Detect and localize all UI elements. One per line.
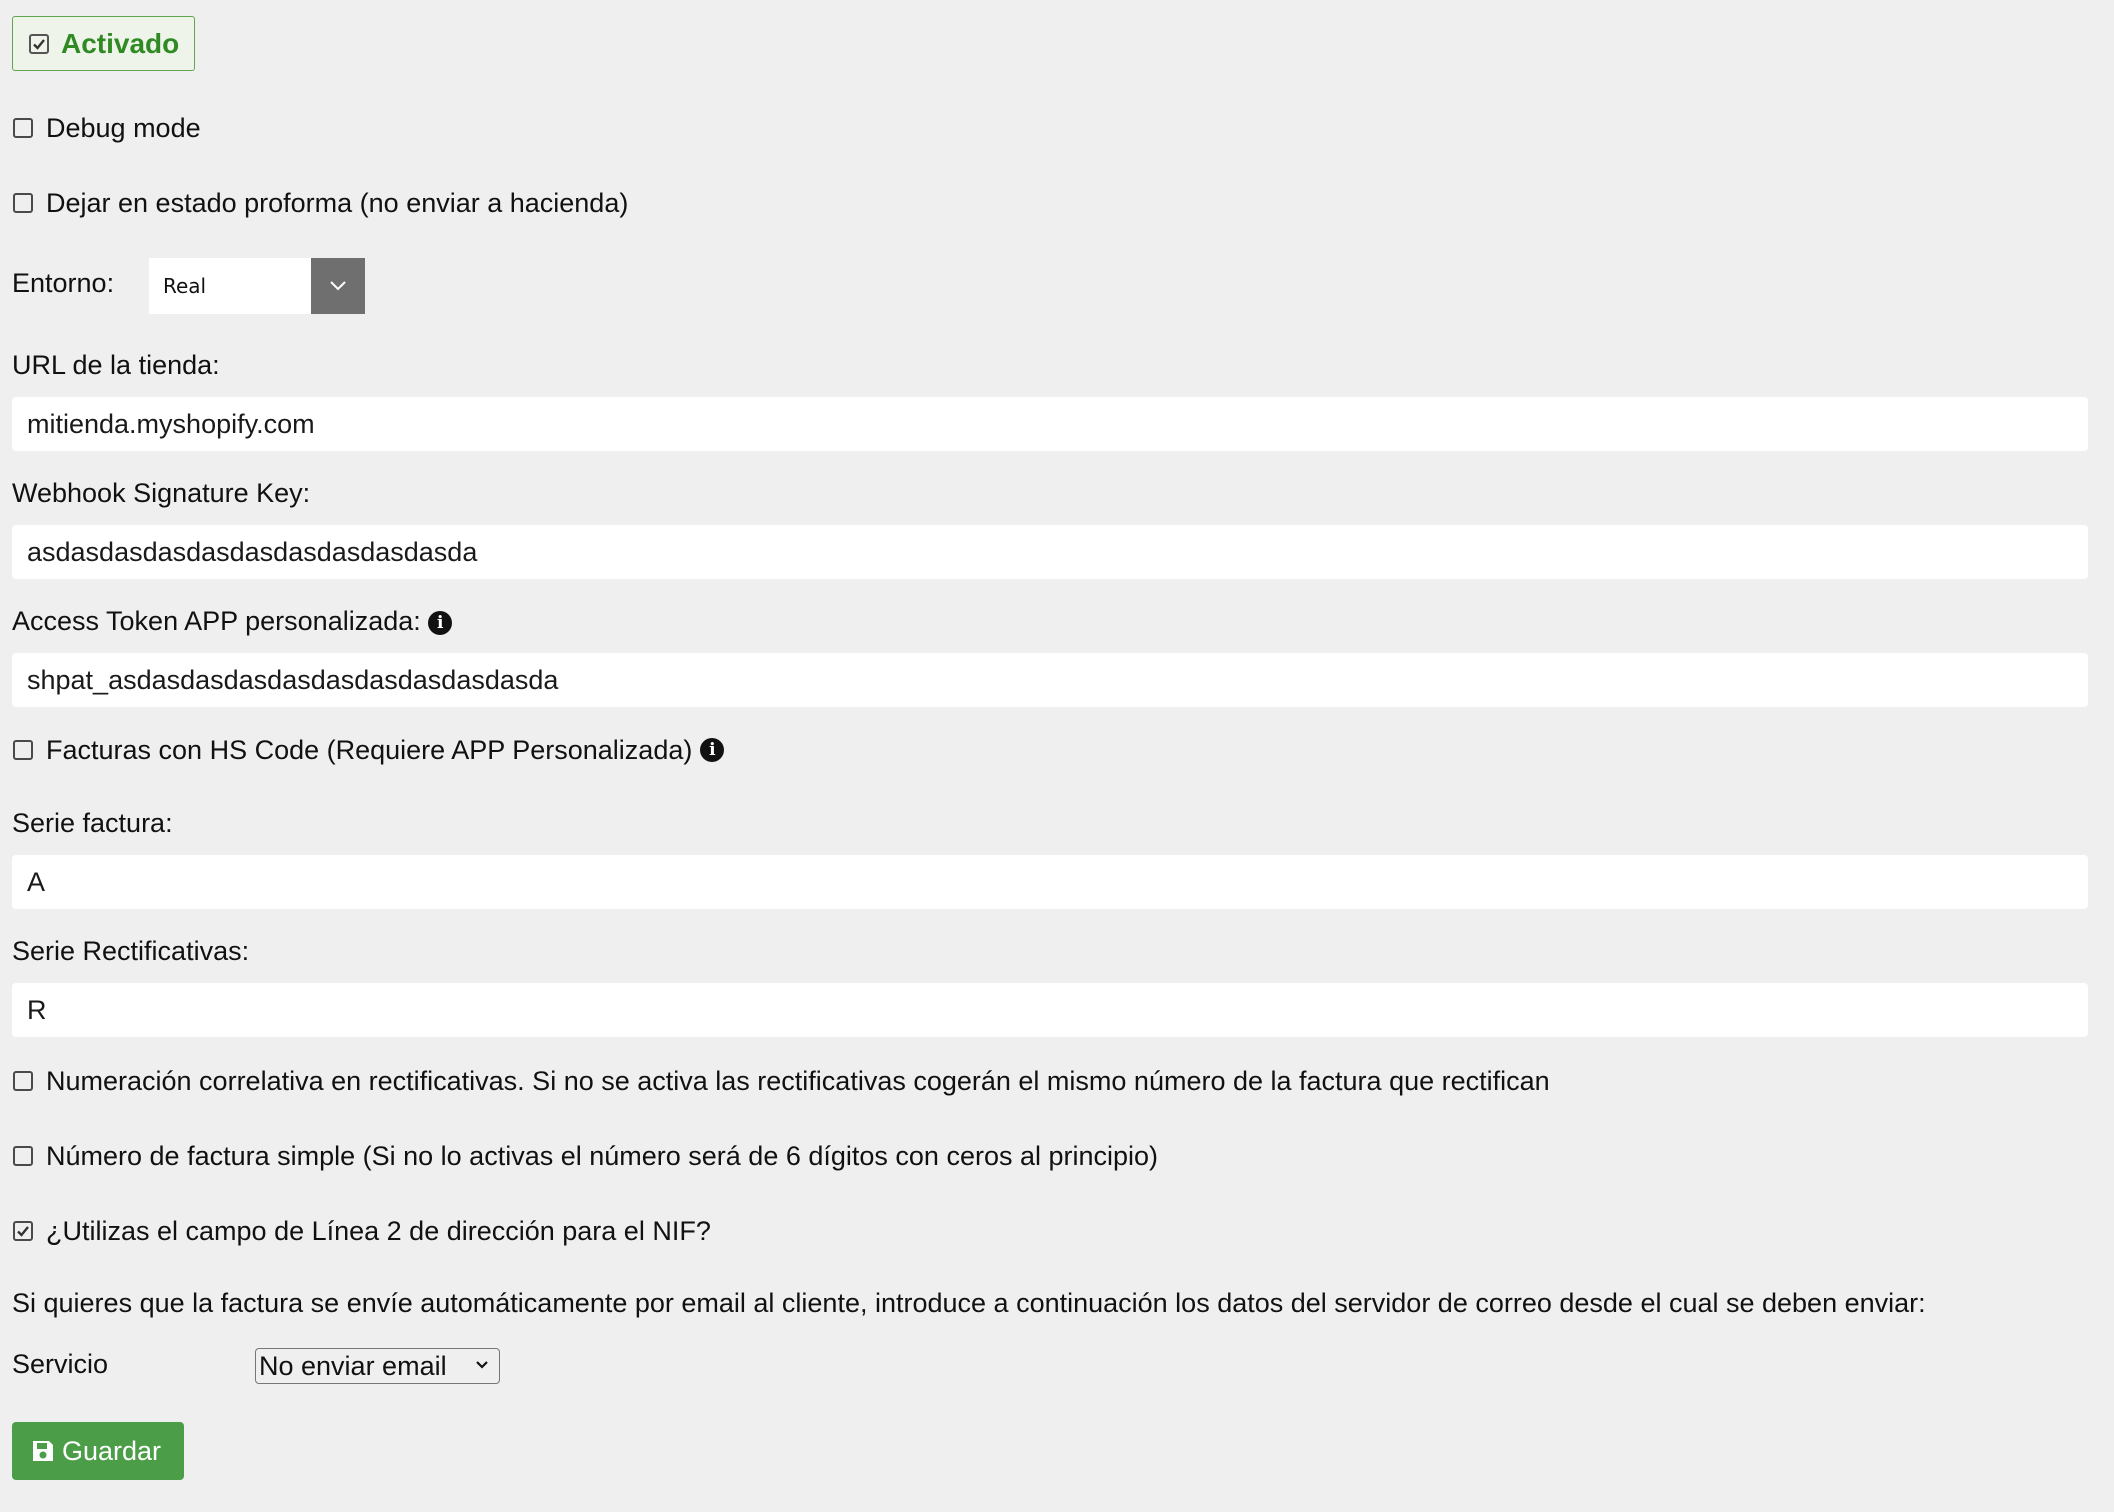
email-intro-text: Si quieres que la factura se envíe automáticamente por email al cliente, introduce a continuación los datos del servidor de correo desde el cual se deben enviar: — [12, 1288, 1926, 1318]
webhook-key-input[interactable]: asdasdasdasdasdasdasdasdasdasda — [12, 525, 2088, 579]
serie-rectificativas-input[interactable]: R — [12, 983, 2088, 1037]
save-button-label: Guardar — [62, 1435, 162, 1466]
entorno-selected-value: Real — [163, 274, 207, 298]
linea2-nif-checkbox[interactable] — [13, 1221, 33, 1241]
chevron-down-icon — [475, 1357, 489, 1371]
activado-toggle-button[interactable] — [12, 16, 195, 71]
activado-label: Activado — [61, 27, 180, 59]
access-token-label: Access Token APP personalizada: — [12, 606, 421, 636]
proforma-label: Dejar en estado proforma (no enviar a hacienda) — [46, 187, 629, 218]
correlativa-checkbox[interactable] — [13, 1071, 33, 1091]
debug-mode-checkbox[interactable] — [13, 118, 33, 138]
linea2-nif-row[interactable] — [12, 1213, 711, 1249]
store-url-input[interactable]: mitienda.myshopify.com — [12, 397, 2088, 451]
serie-factura-label: Serie factura: — [12, 808, 173, 838]
serie-rectificativas-label: Serie Rectificativas: — [12, 936, 250, 966]
debug-mode-row[interactable] — [12, 110, 201, 146]
checkmark-icon — [32, 37, 46, 51]
access-token-input[interactable]: shpat_asdasdasdasdasdasdasdasdasdasda — [12, 653, 2088, 707]
proforma-row[interactable] — [12, 185, 628, 221]
entorno-select[interactable] — [149, 258, 365, 314]
correlativa-label: Numeración correlativa en rectificativas. Si no se activa las rectificativas cogerán el mismo número de la factura que rectifican — [46, 1065, 1550, 1096]
info-icon[interactable]: i — [700, 738, 724, 762]
info-icon[interactable]: i — [428, 611, 452, 635]
save-icon — [30, 1438, 56, 1464]
linea2-nif-label: ¿Utilizas el campo de Línea 2 de dirección para el NIF? — [46, 1215, 711, 1246]
settings-form — [12, 0, 2102, 1512]
activado-checkbox[interactable] — [29, 34, 49, 54]
hs-code-row[interactable] — [12, 732, 724, 768]
servicio-label: Servicio — [12, 1349, 109, 1379]
factura-simple-row[interactable] — [12, 1138, 1158, 1174]
servicio-selected-value: No enviar email — [259, 1350, 447, 1381]
checkmark-icon — [16, 1224, 30, 1238]
servicio-select[interactable] — [255, 1348, 500, 1384]
hs-code-checkbox[interactable] — [13, 740, 33, 760]
proforma-checkbox[interactable] — [13, 193, 33, 213]
debug-mode-label: Debug mode — [46, 112, 201, 143]
hs-code-label: Facturas con HS Code (Requiere APP Personalizada) — [46, 734, 693, 765]
access-token-label-row — [12, 606, 452, 637]
factura-simple-checkbox[interactable] — [13, 1146, 33, 1166]
factura-simple-label: Número de factura simple (Si no lo activas el número será de 6 dígitos con ceros al principio) — [46, 1140, 1159, 1171]
chevron-down-icon[interactable] — [311, 258, 365, 314]
entorno-label: Entorno: — [12, 268, 115, 298]
serie-factura-input[interactable]: A — [12, 855, 2088, 909]
webhook-key-label: Webhook Signature Key: — [12, 478, 311, 508]
save-button[interactable] — [12, 1422, 184, 1480]
store-url-label: URL de la tienda: — [12, 350, 220, 380]
correlativa-row[interactable] — [12, 1063, 1550, 1099]
